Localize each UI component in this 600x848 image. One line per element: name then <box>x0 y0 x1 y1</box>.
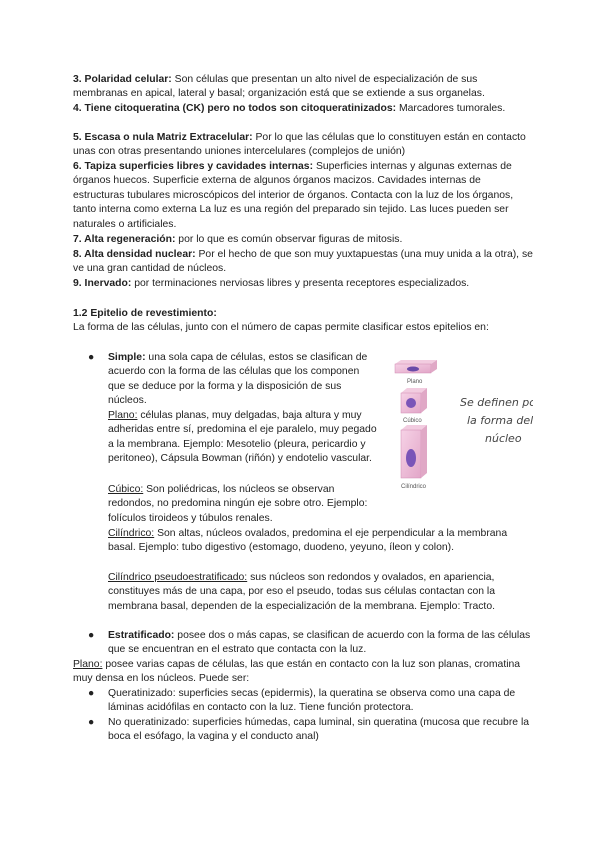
plano-label: Plano: <box>108 410 138 421</box>
item-title: 8. Alta densidad nuclear: <box>73 249 196 260</box>
estratificado-intro <box>108 629 533 658</box>
bullet-dot-icon: ● <box>88 717 95 728</box>
cubico-label: Cúbico: <box>108 484 144 495</box>
item-6 <box>73 160 533 232</box>
pseudo-label: Cilíndrico pseudoestratificado: <box>108 572 248 583</box>
bullet-dot-icon: ● <box>88 630 95 641</box>
handwritten-note-line: la forma del <box>467 414 533 427</box>
simple-text: una sola capa de células, estos se clasifican de acuerdo con la forma de las células que los componen que se deduce por la forma y la disposición de sus núcleos. <box>108 352 368 407</box>
section-heading: 1.2 Epitelio de revestimiento: <box>73 308 217 319</box>
item-text: por terminaciones nerviosas libres y presenta receptores especializados. <box>131 278 470 289</box>
item-title: 5. Escasa o nula Matriz Extracelular: <box>73 132 253 143</box>
simple-intro <box>108 351 378 409</box>
figure-label: Cilíndrico <box>401 484 427 490</box>
simple-pseudo <box>108 571 536 614</box>
cilindrico-label: Cilíndrico: <box>108 528 155 539</box>
estratificado-label: Estratificado: <box>108 630 175 641</box>
item-8 <box>73 248 533 277</box>
item-text: Por lo que las células que lo constituyen están en contacto unas con otras presentando uniones intercelulares (complejos de unión) <box>73 132 526 158</box>
cubico-text: Son poliédricas, los núcleos se observan redondos, no predomina ningún eje sobre otro. Ejemplo: folículos tiroideos y túbulos renales. <box>108 484 368 524</box>
columnar-cell-shape <box>401 425 427 478</box>
item-title: 6. Tapiza superficies libres y cavidades internas: <box>73 161 314 172</box>
flat-cell-shape <box>395 360 437 373</box>
pseudo-text: sus núcleos son redondos y ovalados, en apariencia, constituyes más de una capa, por eso el pseudo, todas sus células contactan con la membrana basal, dependen de la especialización de la membrana. Ejemplo: Tracto. <box>108 572 496 612</box>
bullet-dot-icon: ● <box>88 352 95 363</box>
item-title: 4. Tiene citoqueratina (CK) pero no todos son citoqueratinizados: <box>73 103 397 114</box>
epithelium-figure <box>387 358 533 492</box>
simple-label: Simple: <box>108 352 146 363</box>
cubic-cell-shape <box>401 388 427 413</box>
handwritten-note-line: Se definen por <box>460 396 533 409</box>
item-text: Superficies internas y algunas externas de órganos huecos. Superficie externa de algunos órganos macizos. Cavidades internas de estructuras tubulares microscópicos del interior de órganos. Contacta con la luz de los órganos, tanto interna como externa La luz es una región del preparado sin tejido. Las luces pueden ser naturales o artificiales. <box>73 161 514 230</box>
item-text: Son células que presentan un alto nivel de especialización de sus membranas en apical, lateral y basal; organización está que se extiende a sus organelas. <box>73 74 485 100</box>
item-7 <box>73 233 533 247</box>
estratificado-plano-text: posee varias capas de células, las que están en contacto con la luz son planas, cromatina muy densa en los núcleos. Puede ser: <box>73 659 521 685</box>
item-5 <box>73 131 533 160</box>
sub-non-keratinized: No queratinizado: superficies húmedas, capa luminal, sin queratina (mucosa que recubre la boca el esófago, la vagina y el conducto anal) <box>108 717 530 743</box>
plano-text: células planas, muy delgadas, baja altura y muy adheridas entre sí, predomina el eje paralelo, muy pegado a la membrana. Ejemplo: Mesotelio (pleura, pericardio y peritoneo), Cápsula Bowman (riñón) y endotelio vascular. <box>108 410 377 465</box>
sub-keratinized: Queratinizado: superficies secas (epidermis), la queratina se observa como una capa de láminas acidófilas en contacto con la luz. Tiene función protectora. <box>108 688 516 714</box>
item-3 <box>73 73 533 102</box>
estratificado-plano <box>73 658 533 687</box>
item-text: Marcadores tumorales. <box>396 103 506 114</box>
handwritten-note-line: núcleo <box>485 432 522 445</box>
item-title: 3. Polaridad celular: <box>73 74 172 85</box>
section-intro: La forma de las células, junto con el número de capas permite clasificar estos epitelios en: <box>73 322 489 333</box>
cilindrico-text: Son altas, núcleos ovalados, predomina el eje perpendicular a la membrana basal. Ejemplo: tubo digestivo (estomago, duodeno, yeyuno, íleon y colon). <box>108 528 508 554</box>
figure-label: Cúbico <box>403 418 422 424</box>
simple-cilindrico <box>108 527 533 556</box>
figure-label: Plano <box>407 379 423 385</box>
cell-shapes-illustration <box>387 358 533 492</box>
simple-plano <box>108 409 378 467</box>
item-text: por lo que es común observar figuras de mitosis. <box>175 234 403 245</box>
item-4 <box>73 102 533 116</box>
item-9 <box>73 277 533 291</box>
item-title: 7. Alta regeneración: <box>73 234 176 245</box>
estratificado-plano-label: Plano: <box>73 659 103 670</box>
item-text: Por el hecho de que son muy yuxtapuestas (una muy unida a la otra), se ve una gran cantidad de núcleos. <box>73 249 533 275</box>
estratificado-text: posee dos o más capas, se clasifican de acuerdo con la forma de las células que se encuentran en el estrato que contacta con la luz. <box>108 630 531 656</box>
item-title: 9. Inervado: <box>73 278 132 289</box>
bullet-dot-icon: ● <box>88 688 95 699</box>
simple-cubico <box>108 483 378 526</box>
